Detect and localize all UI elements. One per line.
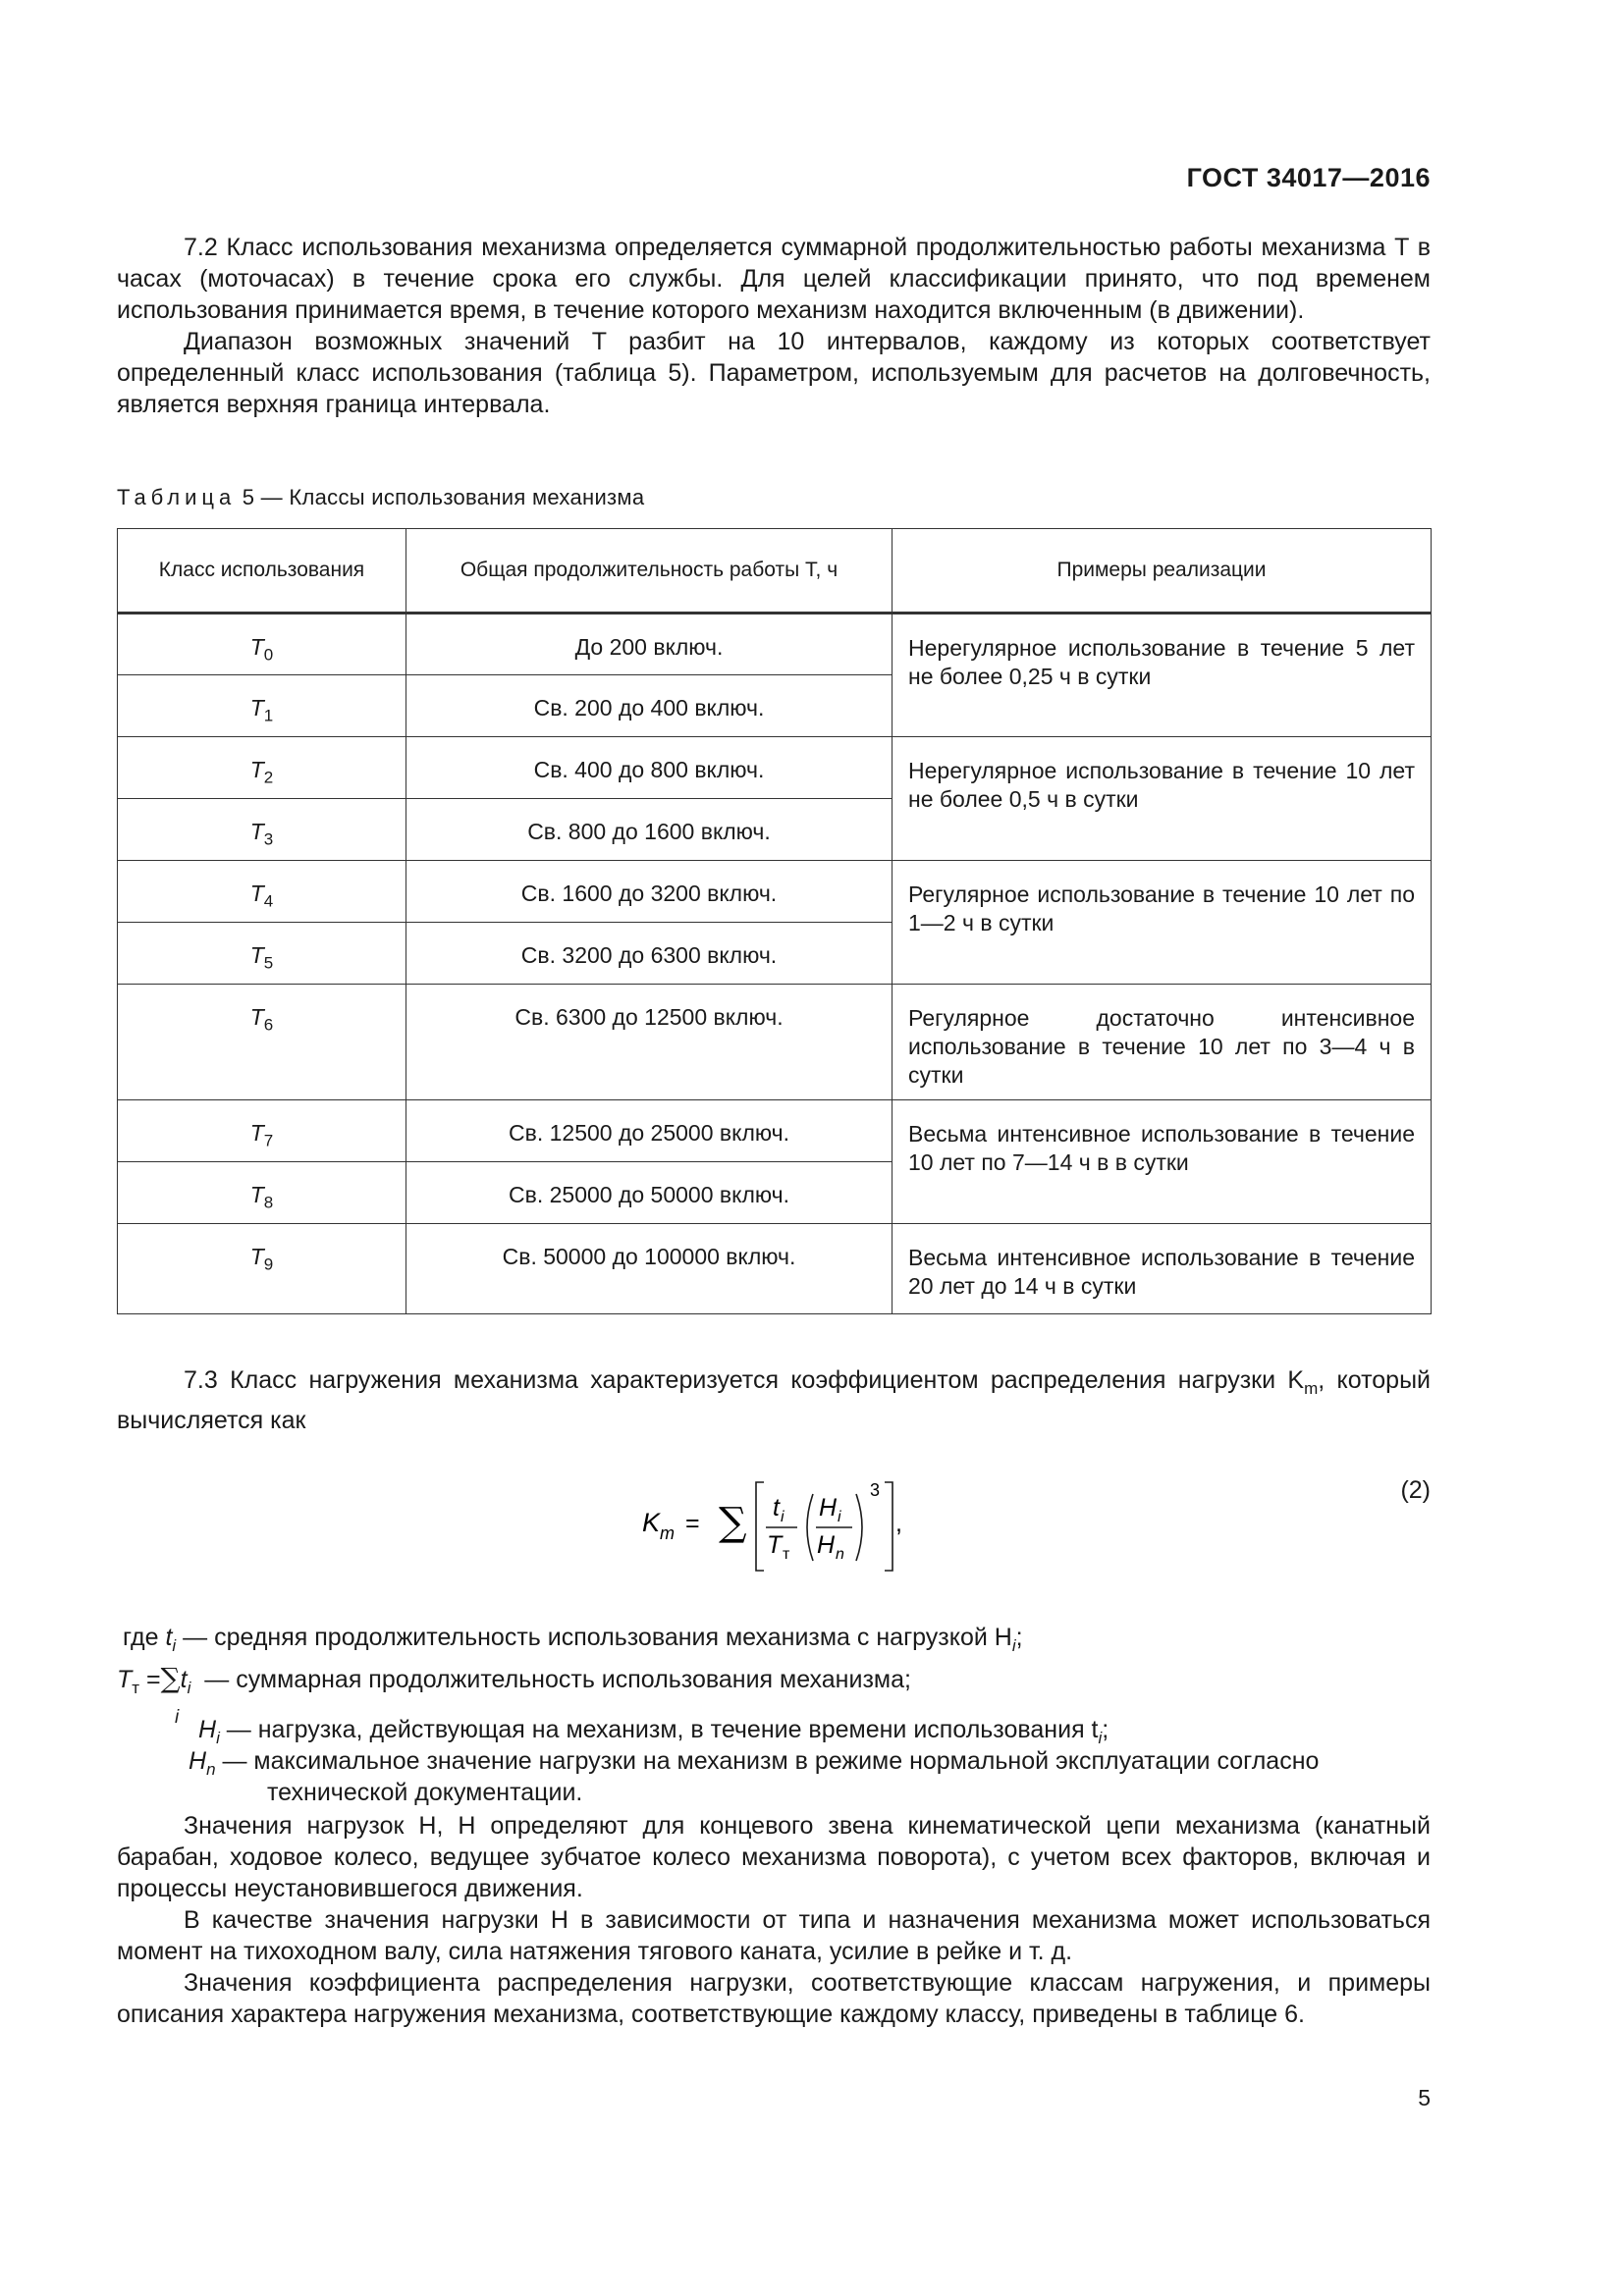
class-cell: $T_5$ xyxy=(118,923,406,985)
table-row xyxy=(118,1100,1432,1162)
duration-cell: Св. 200 до 400 включ. xyxy=(406,675,893,737)
class-cell: $T_4$ xyxy=(118,861,406,923)
header-class: Класс использования xyxy=(118,529,406,614)
table-row xyxy=(118,614,1432,675)
table-row xyxy=(118,1224,1432,1314)
paragraph-load-quantity: В качестве значения нагрузки H в зависимости от типа и назначения механизма может использоваться момент на тихоходном валу, сила натяжения тягового каната, усилие в рейке и т. д. xyxy=(117,1906,1431,1965)
duration-cell: Св. 50000 до 100000 включ. xyxy=(406,1224,893,1314)
paragraph-7-2-2: Диапазон возможных значений T разбит на 10 интервалов, каждому из которых соответствует определенный класс использования (таблица 5). Параметром, используемым для расчетов на долговечность, является верхняя граница интервала. xyxy=(117,328,1431,418)
svg-text:t: t xyxy=(773,1494,780,1522)
example-cell: Весьма интенсивное использование в течение 20 лет до 14 ч в сутки xyxy=(893,1224,1432,1314)
class-cell: $T_7$ xyxy=(118,1100,406,1162)
duration-cell: Св. 1600 до 3200 включ. xyxy=(406,861,893,923)
header-examples: Примеры реализации xyxy=(893,529,1432,614)
def-Hn-cont: технической документации. xyxy=(267,1779,583,1806)
svg-text:i: i xyxy=(838,1509,841,1525)
class-cell: $T_6$ xyxy=(118,985,406,1100)
header-duration: Общая продолжительность работы T, ч xyxy=(406,529,893,614)
duration-cell: Св. 6300 до 12500 включ. xyxy=(406,985,893,1100)
svg-text:m: m xyxy=(660,1523,675,1543)
svg-text:n: n xyxy=(836,1546,844,1563)
table-row xyxy=(118,861,1432,923)
class-cell: $T_0$ xyxy=(118,614,406,675)
svg-text:∑: ∑ xyxy=(719,1500,747,1545)
def-Tt: $T_т =\sum t_i$ — суммарная продолжительность использования механизма; xyxy=(117,1662,911,1697)
section-7-2 xyxy=(117,232,1431,420)
duration-cell: Св. 800 до 1600 включ. xyxy=(406,799,893,861)
paragraph-7-2-1: 7.2 Класс использования механизма определяется суммарной продолжительностью работы механизма T в часах (моточасах) в течение срока его службы. Для целей классификации принято, что под временем использования принимается время, в течение которого механизм находится включенным (в движении). xyxy=(117,234,1431,324)
svg-text:,: , xyxy=(895,1510,902,1537)
page-number: 5 xyxy=(1418,2085,1431,2110)
example-cell: Регулярное достаточно интенсивное использование в течение 10 лет по 3—4 ч в сутки xyxy=(893,985,1432,1100)
section-7-3-body xyxy=(117,1810,1431,2030)
class-cell: $T_1$ xyxy=(118,675,406,737)
document-id: ГОСТ 34017—2016 xyxy=(1186,163,1431,192)
paragraph-coefficient: Значения коэффициента распределения нагрузки, соответствующие классам нагружения, и примеры описания характера нагружения механизма, соответствующие каждому классу, приведены в таблице 6. xyxy=(117,1969,1431,2028)
example-cell: Нерегулярное использование в течение 10 лет не более 0,5 ч в сутки xyxy=(893,737,1432,861)
table-5-caption xyxy=(117,485,644,510)
paragraph-7-3: 7.3 Класс нагружения механизма характеризуется коэффициентом распределения нагрузки $K_m$, который вычисляется как xyxy=(117,1366,1431,1434)
svg-text:=: = xyxy=(685,1510,700,1537)
duration-cell: Св. 12500 до 25000 включ. xyxy=(406,1100,893,1162)
duration-cell: До 200 включ. xyxy=(406,614,893,675)
table-row xyxy=(118,737,1432,799)
duration-cell: Св. 400 до 800 включ. xyxy=(406,737,893,799)
caption-number: 5 xyxy=(242,485,255,509)
svg-text:H: H xyxy=(819,1494,838,1522)
class-cell: $T_3$ xyxy=(118,799,406,861)
example-cell: Весьма интенсивное использование в течение 10 лет по 7—14 ч в в сутки xyxy=(893,1100,1432,1224)
svg-text:i: i xyxy=(781,1509,784,1525)
svg-text:т: т xyxy=(783,1546,790,1563)
table-5 xyxy=(117,528,1432,1314)
svg-text:3: 3 xyxy=(870,1480,881,1500)
svg-text:H: H xyxy=(817,1531,836,1559)
example-cell: Регулярное использование в течение 10 лет по 1—2 ч в сутки xyxy=(893,861,1432,985)
svg-text:K: K xyxy=(642,1508,661,1537)
table-row xyxy=(118,985,1432,1100)
duration-cell: Св. 25000 до 50000 включ. xyxy=(406,1162,893,1224)
sum-index: i xyxy=(175,1707,180,1728)
example-cell: Нерегулярное использование в течение 5 лет не более 0,25 ч в сутки xyxy=(893,614,1432,737)
def-ti: где $t_i$ — средняя продолжительность использования механизма с нагрузкой $H_i$; xyxy=(123,1624,1023,1655)
section-7-3-intro xyxy=(117,1364,1431,1436)
class-cell: $T_9$ xyxy=(118,1224,406,1314)
svg-text:T: T xyxy=(767,1531,783,1559)
caption-text: — Классы использования механизма xyxy=(254,485,645,509)
formula-number: (2) xyxy=(1400,1476,1431,1504)
def-Hn: $H_n$ — максимальное значение нагрузки на механизм в режиме нормальной эксплуатации согласно xyxy=(189,1747,1320,1779)
class-cell: $T_8$ xyxy=(118,1162,406,1224)
caption-label: Таблица xyxy=(117,485,237,509)
formula-km xyxy=(638,1470,933,1578)
duration-cell: Св. 3200 до 6300 включ. xyxy=(406,923,893,985)
class-cell: $T_2$ xyxy=(118,737,406,799)
paragraph-load-values: Значения нагрузок H, H определяют для концевого звена кинематической цепи механизма (канатный барабан, ходовое колесо, ведущее зубчатое колесо механизма поворота), с учетом всех факторов, включая и процессы неустановившегося движения. xyxy=(117,1812,1431,1902)
def-Hi: $H_i$ — нагрузка, действующая на механизм, в течение времени использования $t_i$; xyxy=(198,1716,1109,1747)
